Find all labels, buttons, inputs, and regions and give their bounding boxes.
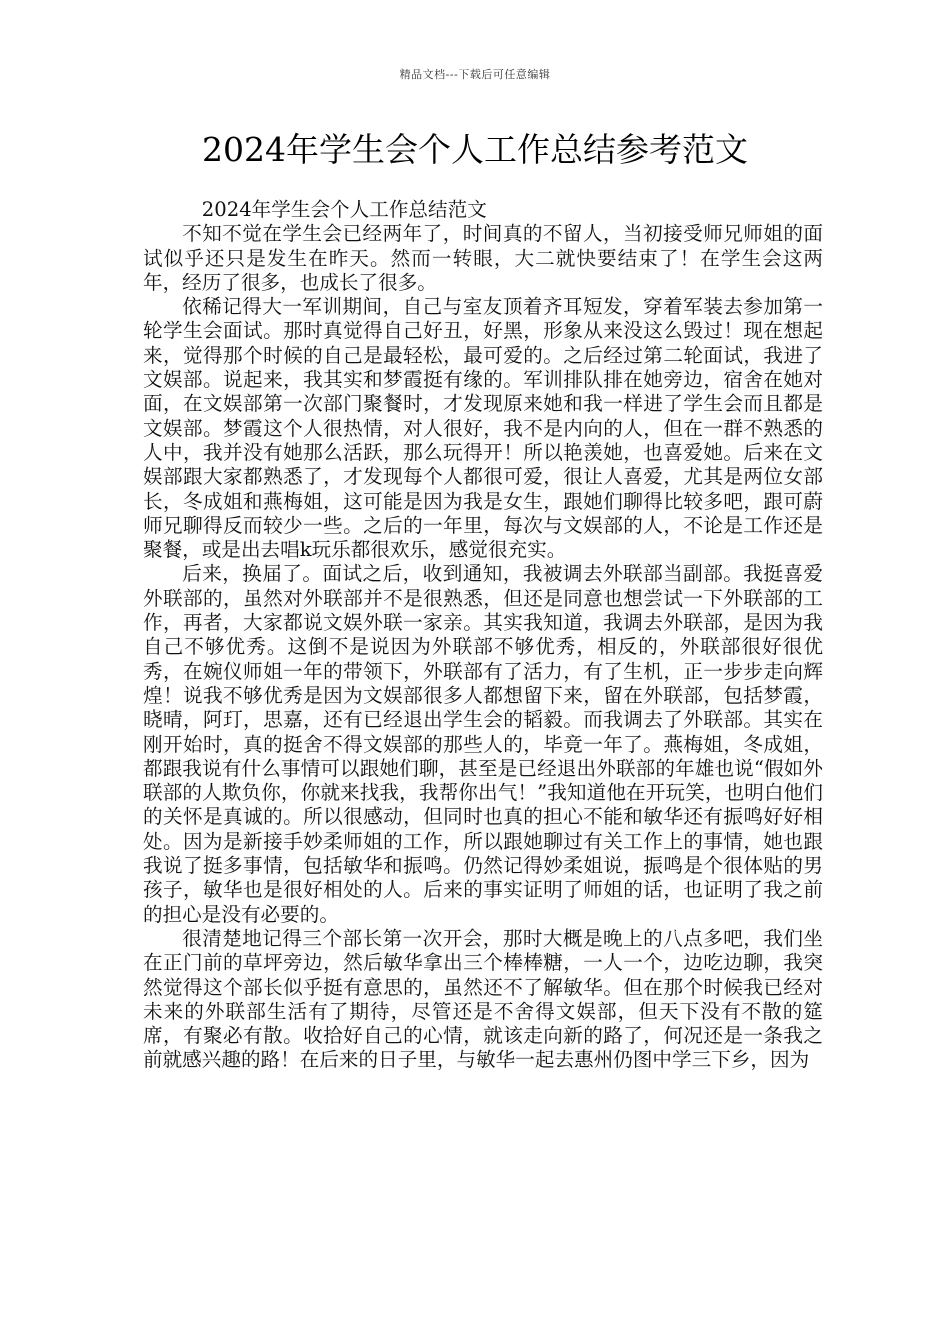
document-body [143, 198, 823, 1073]
header-note: 精品文档---下载后可任意编辑 [399, 68, 551, 81]
paragraph: 后来，换届了。面试之后，收到通知，我被调去外联部当副部。我挺喜爱外联部的，虽然对外联部并不是很熟悉，但还是同意也想尝试一下外联部的工作，再者，大家都说文娱外联一家亲。其实我知道，我调去外联部，是因为我自己不够优秀。这倒不是说因为外联部不够优秀，相反的，外联部很好很优秀，在婉仪师姐一年的带领下，外联部有了活力，有了生机，正一步步走向辉煌！说我不够优秀是因为文娱部很多人都想留下来，留在外联部，包括梦霞，晓晴，阿玎，思嘉，还有已经退出学生会的韬毅。而我调去了外联部。其实在刚开始时，真的挺舍不得文娱部的那些人的，毕竟一年了。燕梅姐，冬成姐，都跟我说有什么事情可以跟她们聊，甚至是已经退出外联部的年雄也说“假如外联部的人欺负你，你就来找我，我帮你出气！”我知道他在开玩笑，也明白他们的关怀是真诚的。所以很感动，但同时也真的担心不能和敏华还有振鸣好好相处。因为是新接手妙柔师姐的工作，所以跟她聊过有关工作上的事情，她也跟我说了挺多事情，包括敏华和振鸣。仍然记得妙柔姐说，振鸣是个很体贴的男孩子，敏华也是很好相处的人。后来的事实证明了师姐的话，也证明了我之前的担心是没有必要的。 [143, 562, 823, 926]
document-subtitle: 2024年学生会个人工作总结范文 [201, 198, 487, 221]
paragraph: 依稀记得大一军训期间，自己与室友顶着齐耳短发，穿着军装去参加第一轮学生会面试。那时真觉得自己好丑，好黑，形象从来没这么毁过！现在想起来，觉得那个时候的自己是最轻松，最可爱的。之后经过第二轮面试，我进了文娱部。说起来，我其实和梦霞挺有缘的。军训排队排在她旁边，宿舍在她对面，在文娱部第一次部门聚餐时，才发现原来她和我一样进了学生会而且都是文娱部。梦霞这个人很热情，对人很好，我不是内向的人，但在一群不熟悉的人中，我并没有她那么活跃，那么玩得开！所以艳羡她，也喜爱她。后来在文娱部跟大家都熟悉了，才发现每个人都很可爱，很让人喜爱，尤其是两位女部长，冬成姐和燕梅姐，这可能是因为我是女生，跟她们聊得比较多吧，跟可蔚师兄聊得反而较少一些。之后的一年里，每次与文娱部的人，不论是工作还是聚餐，或是出去唱k玩乐都很欢乐，感觉很充实。 [143, 295, 823, 562]
document-title: 2024年学生会个人工作总结参考范文 [202, 130, 748, 169]
paragraph: 很清楚地记得三个部长第一次开会，那时大概是晚上的八点多吧，我们坐在正门前的草坪旁边，然后敏华拿出三个棒棒糖，一人一个，边吃边聊，我突然觉得这个部长似乎挺有意思的，虽然还不了解敏华。但在那个时候我已经对未来的外联部生活有了期待，尽管还是不舍得文娱部，但天下没有不散的筵席，有聚必有散。收拾好自己的心情，就该走向新的路了，何况还是一条我之前就感兴趣的路！在后来的日子里，与敏华一起去惠州仍图中学三下乡，因为 [143, 926, 823, 1072]
paragraph: 不知不觉在学生会已经两年了，时间真的不留人，当初接受师兄师姐的面试似乎还只是发生在昨天。然而一转眼，大二就快要结束了！在学生会这两年，经历了很多，也成长了很多。 [143, 222, 823, 294]
